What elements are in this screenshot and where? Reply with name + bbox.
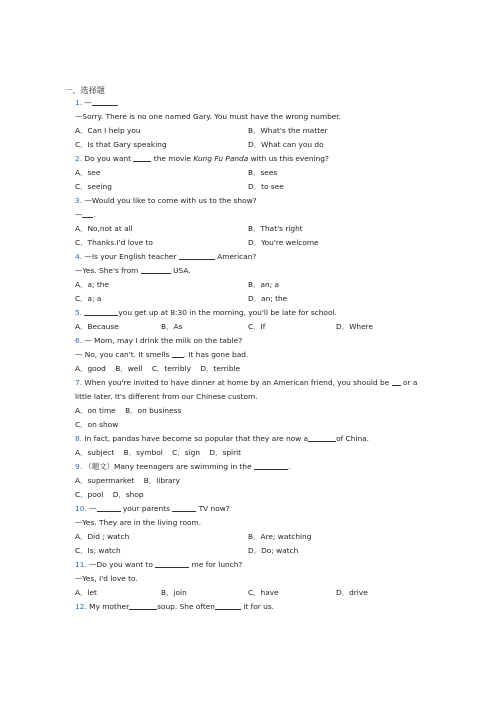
- option-d[interactable]: D．Do; watch: [248, 546, 299, 555]
- answer-blank: [179, 252, 215, 260]
- stem-part: the movie: [153, 154, 191, 163]
- stem-part: .: [287, 462, 291, 471]
- stem-part: TV now?: [198, 504, 230, 513]
- answer-blank: [92, 98, 118, 106]
- reply-line: [75, 266, 191, 276]
- reply-text: . It has gone bad.: [183, 350, 249, 359]
- answer-blank: [84, 308, 118, 316]
- question-number: 10.: [75, 504, 87, 513]
- option-d[interactable]: D．to see: [248, 182, 284, 191]
- stem-part: When you're invited to have dinner at home by an American friend, you should be: [84, 378, 390, 387]
- question-1: [75, 98, 118, 108]
- option-a[interactable]: A．Can I help you: [75, 126, 141, 135]
- option-d[interactable]: D．an; the: [248, 294, 288, 303]
- option-b[interactable]: B．join: [161, 588, 187, 597]
- options-row[interactable]: A．good B．well C．terribly D．terrible: [75, 364, 241, 373]
- stem-part: American?: [217, 252, 257, 261]
- question-stem: you get up at 8:30 in the morning, you'll be late for school.: [118, 308, 337, 317]
- question-10: [75, 504, 230, 514]
- reply-text: —Yes. She's from: [75, 266, 139, 275]
- question-stem: —: [84, 98, 92, 107]
- reply-text: —: [75, 210, 83, 219]
- options-row[interactable]: C．pool D．shop: [75, 490, 144, 499]
- option-c[interactable]: C．seeing: [75, 182, 112, 191]
- option-a[interactable]: A．Did ; watch: [75, 532, 130, 541]
- answer-blank: [172, 350, 184, 358]
- answer-blank: [82, 210, 96, 219]
- options-row[interactable]: A．on time B．on business: [75, 406, 182, 415]
- question-9: [75, 462, 290, 472]
- option-c[interactable]: C．a; a: [75, 294, 102, 303]
- question-number: 2.: [75, 154, 83, 163]
- answer-blank: [392, 378, 401, 386]
- reply-text: USA.: [173, 266, 191, 275]
- options-row[interactable]: A．supermarket B．library: [75, 476, 180, 485]
- stem-part: —Is your English teacher: [84, 252, 177, 261]
- answer-blank: [172, 504, 196, 512]
- stem-continuation: little later. It's different from our Chinese custom.: [75, 392, 258, 401]
- option-a[interactable]: A．let: [75, 588, 97, 597]
- question-number: 8.: [75, 434, 83, 443]
- option-d[interactable]: D．Where: [336, 322, 374, 331]
- question-2: [75, 154, 329, 164]
- answer-blank: [155, 560, 189, 568]
- option-b[interactable]: B．As: [161, 322, 183, 331]
- option-d[interactable]: D．You're welcome: [248, 238, 319, 247]
- answer-blank: [133, 154, 151, 162]
- question-4: [75, 252, 256, 262]
- stem-part: （题文）Many teenagers are swimming in the: [84, 462, 252, 471]
- option-b[interactable]: B．Are; watching: [248, 532, 312, 541]
- question-number: 5.: [75, 308, 83, 317]
- stem-part: me for lunch?: [191, 560, 243, 569]
- answer-blank: [141, 266, 171, 274]
- option-c[interactable]: C．Is; watch: [75, 546, 121, 555]
- question-5: [75, 308, 337, 318]
- question-number: 12.: [75, 602, 87, 611]
- reply-line: —Yes. They are in the living room.: [75, 518, 202, 527]
- stem-part: —: [89, 504, 97, 513]
- reply-text: — No, you can't. It smells: [75, 350, 170, 359]
- options-row[interactable]: A．subject B．symbol C．sign D．spirit: [75, 448, 242, 457]
- stem-part: Do you want: [84, 154, 132, 163]
- option-c[interactable]: C．Thanks.I'd love to: [75, 238, 153, 247]
- stem-part: soup. She often: [157, 602, 215, 611]
- answer-blank: [215, 602, 241, 610]
- stem-part: or a: [402, 378, 418, 387]
- option-c[interactable]: C．If: [248, 322, 266, 331]
- question-8: [75, 434, 369, 444]
- answer-blank: [97, 504, 121, 512]
- question-number: 3.: [75, 196, 83, 205]
- option-b[interactable]: B．That's right: [248, 224, 303, 233]
- question-number: 6.: [75, 336, 83, 345]
- stem-part: My mother: [89, 602, 130, 611]
- reply-line: —Yes, I'd love to.: [75, 574, 138, 583]
- question-stem: —Would you like to come with us to the show?: [84, 196, 257, 205]
- question-number: 4.: [75, 252, 83, 261]
- answer-blank: [254, 462, 291, 471]
- option-b[interactable]: B．sees: [248, 168, 278, 177]
- option-a[interactable]: A．see: [75, 168, 101, 177]
- stem-part: of China.: [336, 434, 370, 443]
- reply-line: [75, 350, 248, 360]
- question-6: [75, 336, 242, 346]
- option-d[interactable]: D．drive: [336, 588, 368, 597]
- option-b[interactable]: B．What's the matter: [248, 126, 328, 135]
- option-a[interactable]: A．Because: [75, 322, 119, 331]
- stem-part: —Do you want to: [89, 560, 153, 569]
- question-number: 1.: [75, 98, 83, 107]
- question-11: [75, 560, 242, 570]
- option-d[interactable]: D．What can you do: [248, 140, 324, 149]
- section-title: 一、选择题: [64, 85, 105, 95]
- answer-blank: [308, 434, 336, 442]
- stem-part: In fact, pandas have become so popular that they are now a: [84, 434, 309, 443]
- option-c[interactable]: C．Is that Gary speaking: [75, 140, 167, 149]
- question-12: [75, 602, 274, 612]
- stem-part: with us this evening?: [250, 154, 329, 163]
- stem-part: it for us.: [243, 602, 275, 611]
- option-b[interactable]: B．an; a: [248, 280, 280, 289]
- question-number: 11.: [75, 560, 87, 569]
- option-c[interactable]: C．have: [248, 588, 279, 597]
- stem-part: your parents: [122, 504, 170, 513]
- movie-title: Kung Fu Panda: [193, 154, 249, 163]
- question-number: 9.: [75, 462, 83, 471]
- option-a[interactable]: A．No,not at all: [75, 224, 133, 233]
- question-number: 7.: [75, 378, 83, 387]
- question-7: [75, 378, 417, 388]
- reply-line: [75, 210, 96, 220]
- option-a[interactable]: A．a; the: [75, 280, 109, 289]
- answer-blank: [129, 602, 157, 610]
- reply-text: .: [93, 210, 96, 219]
- question-stem: — Mom, may I drink the milk on the table?: [84, 336, 243, 345]
- options-row[interactable]: C．on show: [75, 420, 119, 429]
- question-3: [75, 196, 257, 206]
- dialog-line: —Sorry. There is no one named Gary. You must have the wrong number.: [75, 112, 342, 121]
